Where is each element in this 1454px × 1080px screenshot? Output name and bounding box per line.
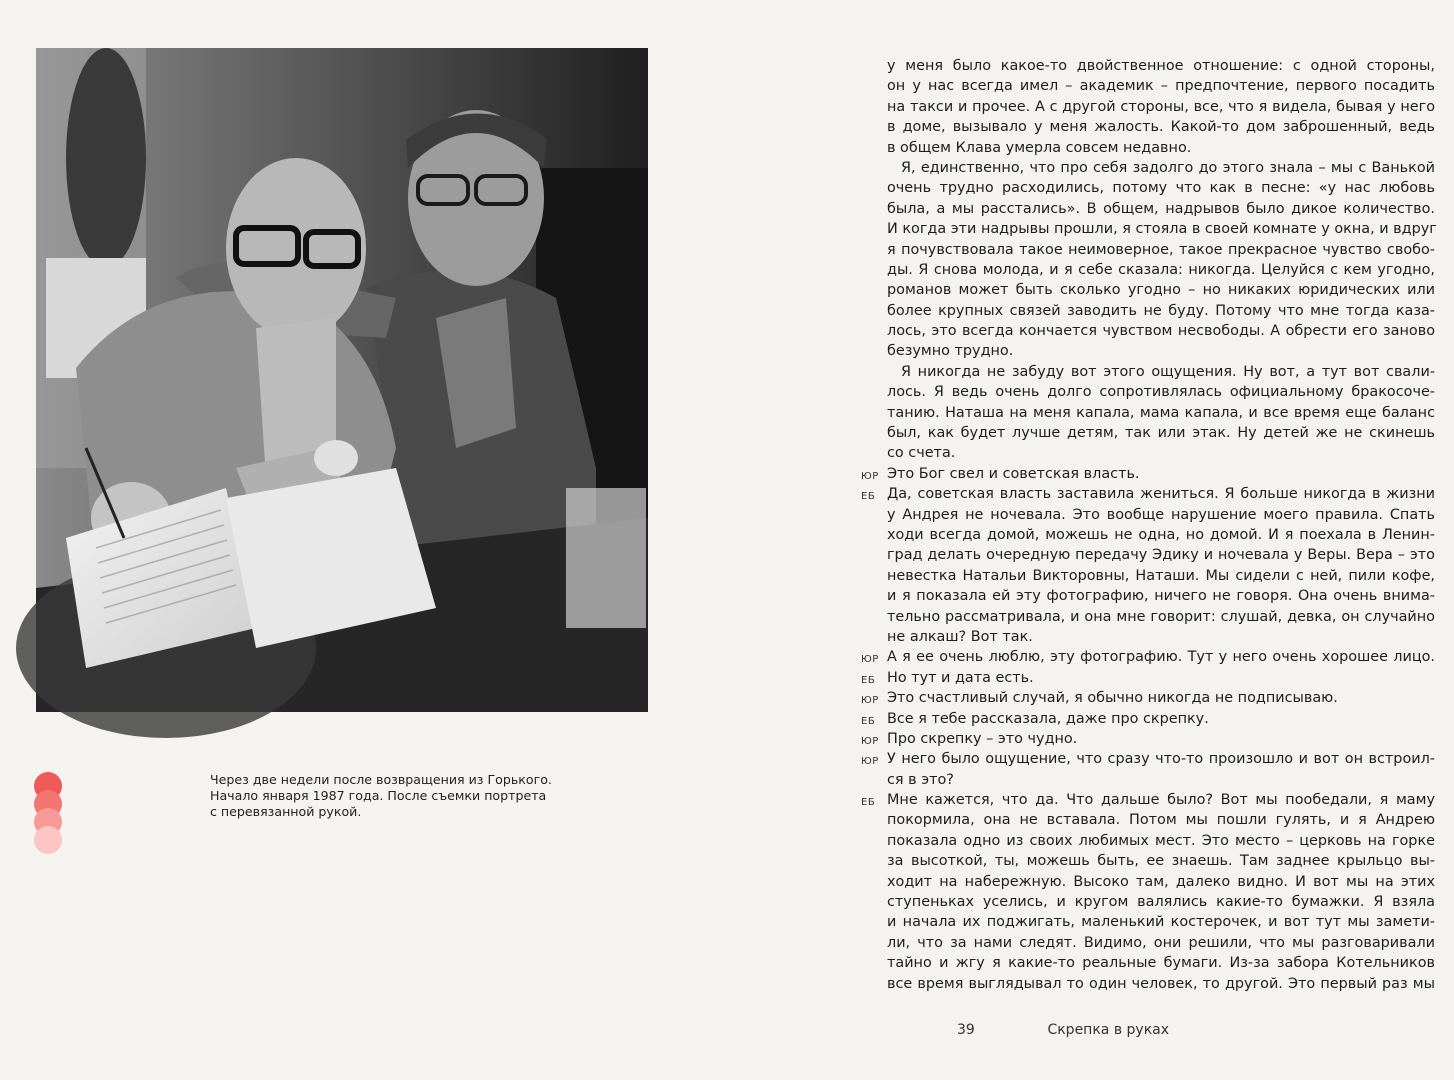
text-line — [887, 178, 1435, 198]
text-line — [887, 872, 1435, 892]
text-line — [887, 443, 1435, 463]
text-line-content: у Андрея не ночевала. Это вообще нарушение моего правила. Спать — [887, 506, 1435, 523]
text-line-content: и начала их поджигать, маленький костерочек, и вот тут мы замети- — [887, 914, 1435, 931]
text-line-content: Я, единственно, что про себя задолго до этого знала – мы с Ванькой — [901, 159, 1435, 176]
text-line — [887, 974, 1435, 994]
decorative-dots — [34, 772, 64, 852]
text-line — [861, 647, 1435, 667]
text-line-content: покормила, она не вставала. Потом мы пошли гулять, и я Андрею — [887, 812, 1435, 829]
text-line-content: Мне кажется, что да. Что дальше было? Вот мы пообедали, я маму — [887, 792, 1435, 809]
text-line-content: лось. Я ведь очень долго сопротивлялась официальному бракосоче- — [887, 384, 1435, 401]
text-line-content: А я ее очень люблю, эту фотографию. Тут у него очень хорошее лицо. — [887, 649, 1435, 666]
text-line — [887, 770, 1435, 790]
text-line — [887, 423, 1435, 443]
page-number: 39 — [957, 1022, 975, 1038]
text-line — [887, 892, 1435, 912]
speaker-label: ЮР — [861, 654, 879, 666]
text-line — [887, 382, 1435, 402]
right-page — [727, 0, 1454, 1080]
text-line — [887, 280, 1435, 300]
text-line-content: лось, это всегда кончается чувством несвободы. А обрести его заново — [887, 323, 1435, 340]
text-line — [861, 749, 1435, 769]
text-line-content: со счета. — [887, 445, 956, 462]
text-line-content: ли, что за нами следят. Видимо, они решили, что мы разговаривали — [887, 934, 1435, 951]
text-line-content: танию. Наташа на меня капала, мама капала, и все время еще баланс — [887, 404, 1435, 421]
text-line — [861, 668, 1435, 688]
text-line — [861, 688, 1435, 708]
text-line-content: град делать очередную передачу Эдику и ночевала у Веры. Вера – это — [887, 547, 1435, 564]
speaker-label: ЮР — [861, 470, 879, 482]
text-line-content: ходи всегда домой, можешь не одна, но домой. И я поехала в Ленин- — [887, 526, 1435, 543]
text-line-content: ды. Я снова молода, и я себе сказала: никогда. Целуйся с кем угодно, — [887, 261, 1435, 278]
page-footer — [957, 1022, 1169, 1038]
text-line-content: безумно трудно. — [887, 343, 1014, 360]
text-line — [887, 810, 1435, 830]
speaker-label: ЕБ — [861, 715, 876, 727]
text-line-content: был, как будет лучше детям, так или этак. Ну детей же не скинешь — [887, 425, 1435, 442]
text-line — [887, 240, 1435, 260]
text-line — [887, 321, 1435, 341]
text-line-content: Это Бог свел и советская власть. — [887, 465, 1140, 482]
text-line-content: в общем Клава умерла совсем недавно. — [887, 139, 1192, 156]
text-line-content: Но тут и дата есть. — [887, 669, 1034, 686]
text-line — [887, 912, 1435, 932]
text-line-content: невестка Натальи Викторовны, Наташи. Мы сидели с ней, пили кофе, — [887, 567, 1435, 584]
speaker-label: ЕБ — [861, 797, 876, 809]
photo-caption — [210, 772, 552, 820]
text-line-content: показала одно из своих любимых мест. Это место – церковь на горке — [887, 832, 1435, 849]
text-line — [887, 953, 1435, 973]
text-line — [861, 464, 1435, 484]
text-line — [861, 709, 1435, 729]
text-line-content: на такси и прочее. А с другой стороны, все, что я видела, бывая у него — [887, 98, 1435, 115]
text-line — [887, 851, 1435, 871]
speaker-label: ЮР — [861, 695, 879, 707]
text-line — [861, 729, 1435, 749]
text-line — [887, 138, 1435, 158]
text-line-content: Да, советская власть заставила жениться. Я больше никогда в жизни — [887, 486, 1435, 503]
text-line-content: не алкаш? Вот так. — [887, 628, 1033, 645]
speaker-label: ЮР — [861, 756, 879, 768]
text-line — [887, 219, 1435, 239]
text-line-content: более крупных связей заводить не буду. Потому что мне тогда каза- — [887, 302, 1435, 319]
text-line-content: тайно и жгу я какие-то реальные бумаги. Из-за забора Котельников — [887, 955, 1435, 972]
text-line — [887, 586, 1435, 606]
caption-line: Начало января 1987 года. После съемки портрета — [210, 788, 547, 803]
text-line — [887, 199, 1435, 219]
text-line — [861, 790, 1435, 810]
dot-icon — [34, 826, 62, 854]
running-title: Скрепка в руках — [1047, 1022, 1170, 1038]
text-line-content: У него было ощущение, что сразу что-то произошло и вот он встроил- — [887, 751, 1435, 768]
text-line — [887, 607, 1435, 627]
text-line-content: очень трудно расходились, потому что как в песне: «у нас любовь — [887, 180, 1435, 197]
photograph — [36, 48, 648, 712]
text-line-content: И когда эти надрывы прошли, я стояла в своей комнате у окна, и вдруг — [887, 221, 1437, 238]
text-line-content: ся в это? — [887, 771, 954, 788]
photo-illustration — [36, 48, 648, 712]
text-line-content: ступеньках уселись, и кругом валялись какие-то бумажки. Я взяла — [887, 894, 1435, 911]
text-line — [887, 933, 1435, 953]
text-line — [887, 117, 1435, 137]
text-line — [887, 403, 1435, 423]
text-line-content: Про скрепку – это чудно. — [887, 730, 1078, 747]
caption-line: с перевязанной рукой. — [210, 804, 362, 819]
text-line — [887, 97, 1435, 117]
text-line-content: у меня было какое-то двойственное отношение: с одной стороны, — [887, 58, 1435, 74]
text-line-content: все время выглядывал то один человек, то другой. Это первый раз мы — [887, 975, 1435, 992]
text-line — [887, 831, 1435, 851]
text-line-content: Все я тебе рассказала, даже про скрепку. — [887, 710, 1209, 727]
text-line-content: ходит на набережную. Высоко там, далеко видно. И вот мы на этих — [887, 873, 1435, 890]
text-line-content: и я показала ей эту фотографию, ничего не говоря. Она очень внима- — [887, 588, 1435, 605]
caption-line: Через две недели после возвращения из Горького. — [210, 772, 552, 787]
text-line — [887, 525, 1435, 545]
text-line-content: Это счастливый случай, я обычно никогда не подписываю. — [887, 690, 1338, 707]
text-line — [887, 362, 1435, 382]
body-text — [861, 56, 1437, 994]
text-line — [887, 158, 1435, 178]
text-line-content: за высоткой, ты, можешь быть, ее знаешь. Там заднее крыльцо вы- — [887, 853, 1435, 870]
text-line — [887, 76, 1435, 96]
text-line-content: в доме, вызывало у меня жалость. Какой-то дом заброшенный, ведь — [887, 119, 1435, 136]
text-line — [887, 505, 1435, 525]
text-line-content: романов может быть сколько угодно – но никаких юридических или — [887, 282, 1435, 299]
text-line — [887, 301, 1435, 321]
text-line — [861, 484, 1435, 504]
text-line — [887, 260, 1435, 280]
text-line-content: тельно рассматривала, и она мне говорит: слушай, девка, он случайно — [887, 608, 1435, 625]
text-line — [887, 566, 1435, 586]
text-line-content: была, а мы расстались». В общем, надрывов было дикое количество. — [887, 200, 1435, 217]
speaker-label: ЮР — [861, 735, 879, 747]
text-line — [887, 545, 1435, 565]
speaker-label: ЕБ — [861, 674, 876, 686]
text-line — [887, 56, 1435, 76]
text-line — [887, 341, 1435, 361]
text-line-content: я почувствовала такое неимоверное, такое прекрасное чувство свобо- — [887, 241, 1435, 258]
text-line-content: Я никогда не забуду вот этого ощущения. Ну вот, а тут вот свали- — [901, 363, 1435, 380]
text-line-content: он у нас всегда имел – академик – предпочтение, первого посадить — [887, 78, 1435, 95]
speaker-label: ЕБ — [861, 491, 876, 503]
text-line — [887, 627, 1435, 647]
